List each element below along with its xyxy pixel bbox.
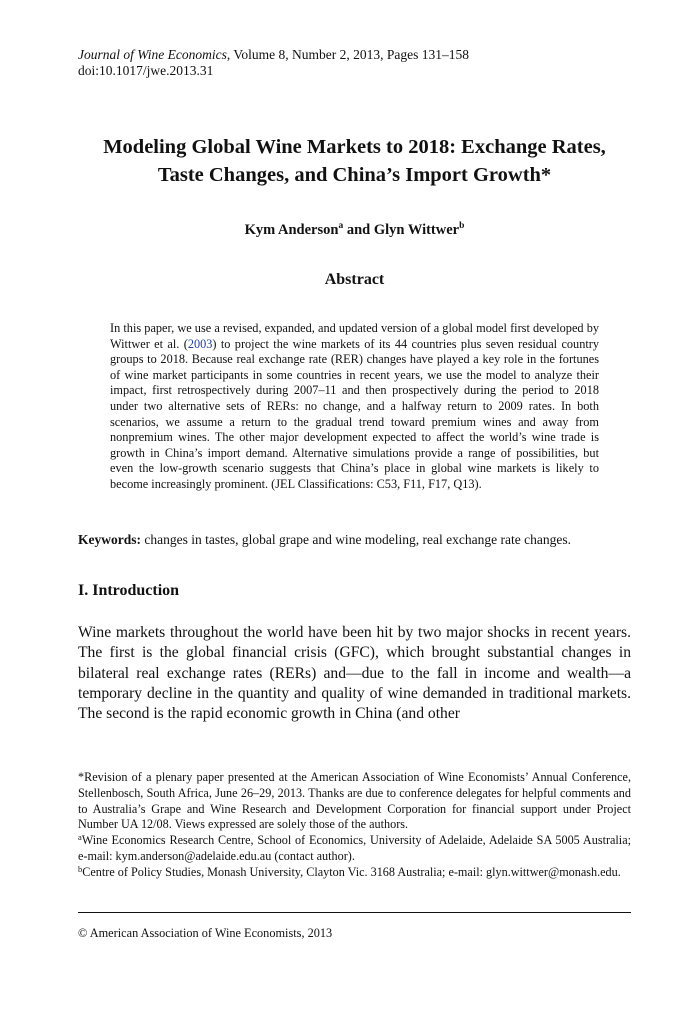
keywords	[78, 531, 631, 549]
copyright-notice: © American Association of Wine Economists, 2013	[78, 926, 333, 940]
footnote-star	[78, 770, 631, 833]
journal-citation	[78, 46, 469, 63]
footnote-a	[78, 833, 631, 865]
journal-volume-pages: , Volume 8, Number 2, 2013, Pages 131–158	[226, 47, 469, 62]
footnote-a-mark: a	[78, 832, 82, 843]
citation-link-2003[interactable]: 2003	[187, 336, 213, 351]
footnote-a-text: Wine Economics Research Centre, School of Economics, University of Adelaide, Adelaide SA 5005 Australia; e-mail: kym.anderson@adelaide.edu.au (contact author).	[78, 833, 631, 863]
footer-divider	[78, 912, 631, 913]
keywords-text: changes in tastes, global grape and wine modeling, real exchange rate changes.	[141, 532, 571, 547]
author-wittwer: Glyn Wittwer	[373, 222, 460, 238]
affiliation-mark-a: a	[338, 221, 344, 231]
author-anderson: Kym Anderson	[244, 222, 339, 238]
footnote-star-mark: *	[78, 770, 85, 784]
doi: doi:10.1017/jwe.2013.31	[78, 63, 214, 78]
abstract-text-start: In this paper, we use a revised, expanded, and updated version of a global model first developed by Wittwer et al. (	[110, 321, 599, 351]
footnotes	[78, 770, 631, 881]
footnote-star-text: Revision of a plenary paper presented at the American Association of Wine Economists’ Annual Conference, Stellenbosch, South Africa, June 26–29, 2013. Thanks are due to conference delegates for helpful comments and to Australia’s Grape and Wine Research and Development Corporation for financial support under Project Number UA 12/08. Views expressed are solely those of the authors.	[78, 770, 631, 832]
paper-title	[78, 133, 631, 189]
author-conjunction: and	[343, 222, 374, 238]
affiliation-mark-b: b	[459, 221, 465, 231]
author-list	[78, 221, 631, 239]
title-line-2: Taste Changes, and China’s Import Growth*	[157, 164, 552, 186]
section-heading-introduction: I. Introduction	[78, 582, 180, 599]
keywords-label: Keywords:	[78, 532, 141, 547]
footnote-b-text: Centre of Policy Studies, Monash University, Clayton Vic. 3168 Australia; e-mail: glyn.wittwer@monash.edu.	[82, 864, 621, 879]
footnote-b	[78, 865, 631, 881]
abstract-text-end: ) to project the wine markets of its 44 countries plus seven residual country groups to 2018. Because real exchange rate (RER) changes have played a key role in the fortunes of wine market participants in some countries in recent years, we use the model to analyze their impact, first retrospectively during 2007–11 and then prospectively during the period to 2018 under two alternative sets of RERs: no change, and a halfway return to 2009 rates. In both scenarios, we assume a return to the gradual trend toward premium wines and away from nonpremium wines. The other major development expected to affect the world’s wine trade is growth in China’s import demand. Alternative simulations provide a range of possibilities, but even the low-growth scenario suggests that China’s place in global wine markets is likely to become increasingly prominent. (JEL Classifications: C53, F11, F17, Q13).	[110, 336, 600, 491]
introduction-paragraph: Wine markets throughout the world have been hit by two major shocks in recent years. The first is the global financial crisis (GFC), which brought substantial changes in bilateral real exchange rates (RERs) and—due to the fall in income and wealth—a temporary decline in the quantity and quality of wine demanded in traditional markets. The second is the rapid economic growth in China (and other	[78, 624, 631, 723]
abstract-heading: Abstract	[324, 271, 385, 288]
footnote-b-mark: b	[78, 863, 83, 874]
title-line-1: Modeling Global Wine Markets to 2018: Exchange Rates,	[103, 136, 606, 158]
journal-name: Journal of Wine Economics	[78, 47, 227, 62]
abstract-text	[110, 321, 599, 493]
